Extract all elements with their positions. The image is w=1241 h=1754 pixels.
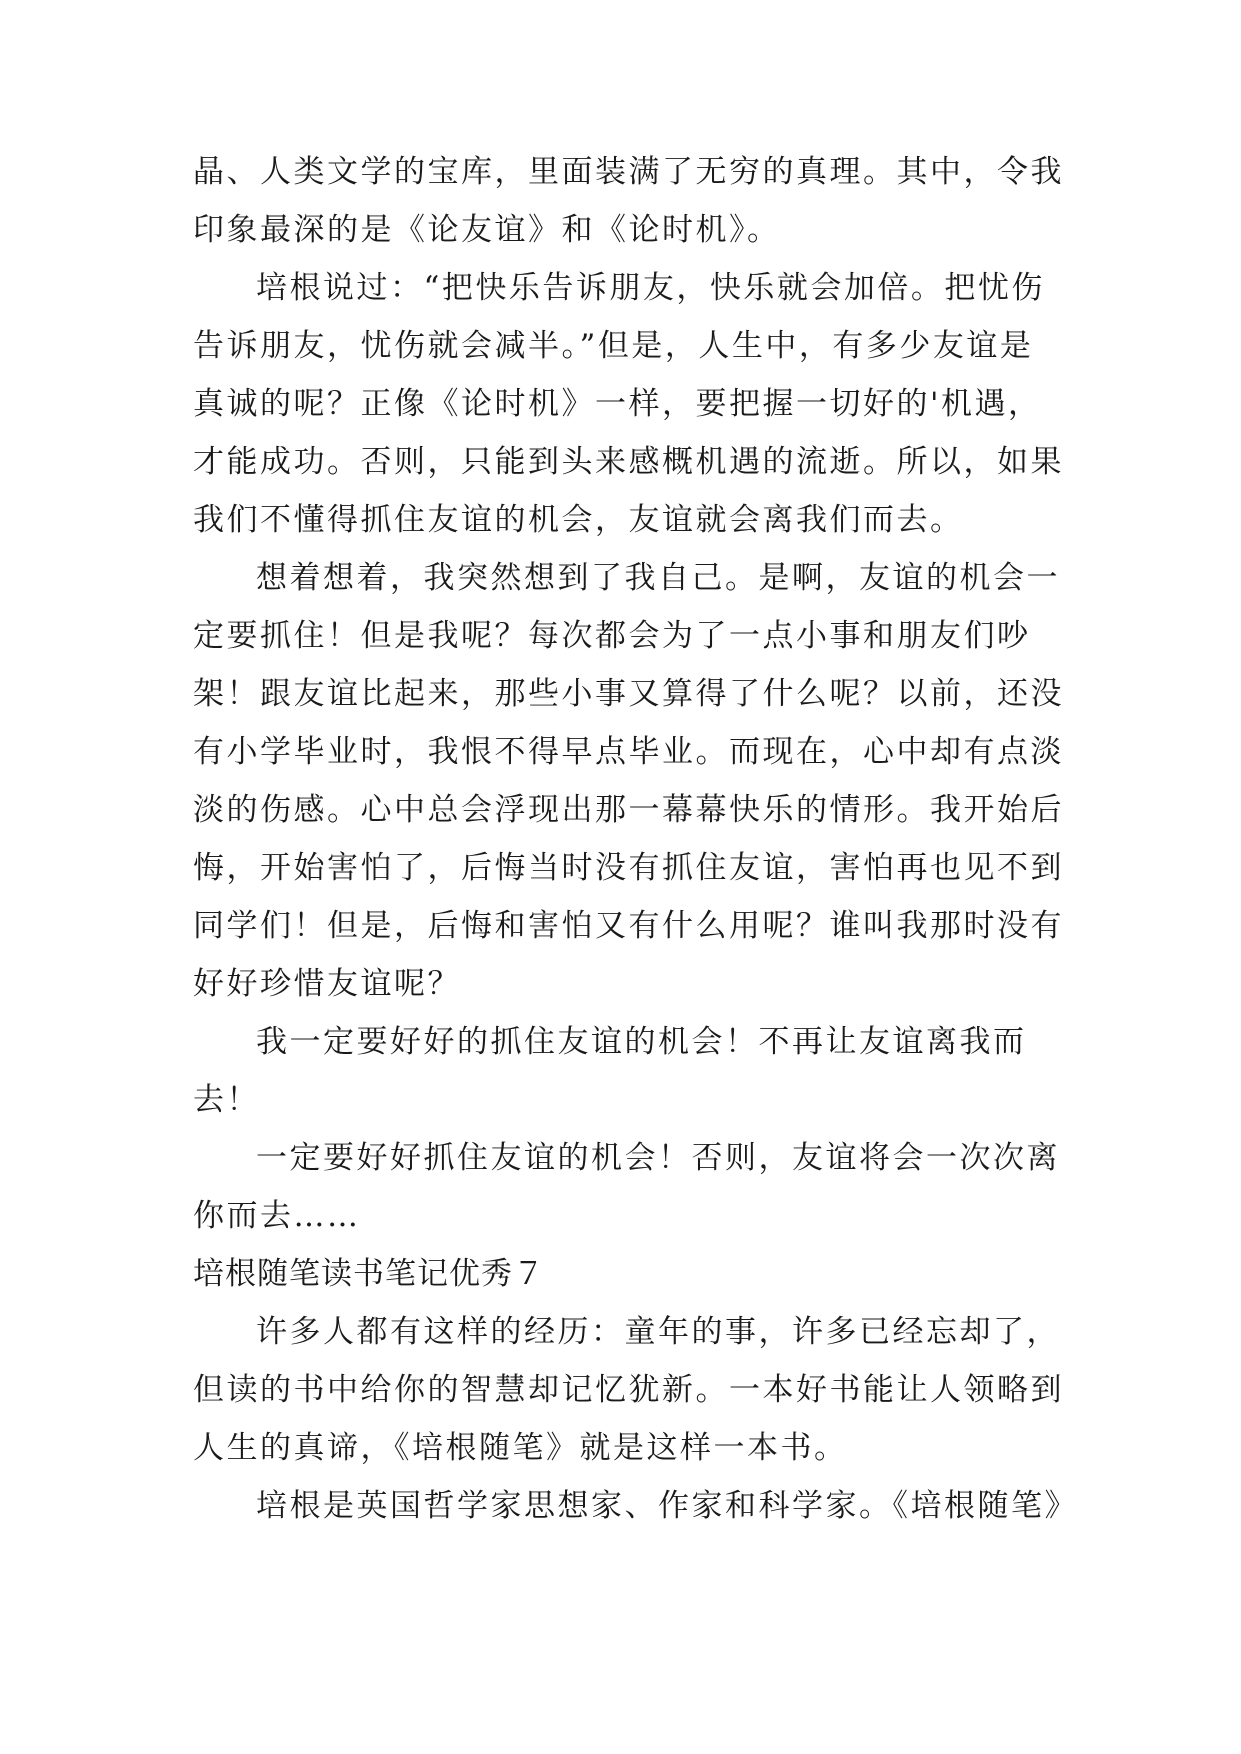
- text-line: 人生的真谛，《培根随笔》就是这样一本书。: [193, 1430, 848, 1466]
- text-line: 淡的伤感。心中总会浮现出那一幕幕快乐的情形。我开始后: [193, 792, 1064, 828]
- paragraph-start-line: 培根说过：“把快乐告诉朋友，快乐就会加倍。把忧伤: [256, 270, 1045, 306]
- paragraph-start-line: 培根是英国哲学家思想家、作家和科学家。《培根随笔》: [256, 1488, 1078, 1524]
- text-line: 印象最深的是《论友谊》和《论时机》。: [193, 212, 781, 248]
- text-line: 去！: [193, 1082, 260, 1118]
- paragraph-start-line: 许多人都有这样的经历：童年的事，许多已经忘却了，: [256, 1314, 1060, 1350]
- text-line: 我们不懂得抓住友谊的机会，友谊就会离我们而去。: [193, 502, 964, 538]
- text-line: 才能成功。否则，只能到头来感概机遇的流逝。所以，如果: [193, 444, 1064, 480]
- text-line: 同学们！但是，后悔和害怕又有什么用呢？谁叫我那时没有: [193, 908, 1064, 944]
- paragraph-start-line: 我一定要好好的抓住友谊的机会！不再让友谊离我而: [256, 1024, 1027, 1060]
- paragraph-start-line: 一定要好好抓住友谊的机会！否则，友谊将会一次次离: [256, 1140, 1060, 1176]
- text-line: 架！跟友谊比起来，那些小事又算得了什么呢？以前，还没: [193, 676, 1064, 712]
- text-line: 定要抓住！但是我呢？每次都会为了一点小事和朋友们吵: [193, 618, 1031, 654]
- text-line: 好好珍惜友谊呢？: [193, 966, 461, 1002]
- text-line: 悔，开始害怕了，后悔当时没有抓住友谊，害怕再也见不到: [193, 850, 1064, 886]
- section-heading: 培根随笔读书笔记优秀７: [193, 1256, 545, 1292]
- text-line: 你而去……: [193, 1198, 361, 1234]
- text-line: 有小学毕业时，我恨不得早点毕业。而现在，心中却有点淡: [193, 734, 1064, 770]
- text-line: 告诉朋友，忧伤就会减半。”但是，人生中，有多少友谊是: [193, 328, 1034, 364]
- text-line: 真诚的呢？正像《论时机》一样，要把握一切好的'机遇，: [193, 386, 1042, 422]
- paragraph-start-line: 想着想着，我突然想到了我自己。是啊，友谊的机会一: [256, 560, 1060, 596]
- text-line: 晶、人类文学的宝库，里面装满了无穷的真理。其中，令我: [193, 154, 1064, 190]
- text-line: 但读的书中给你的智慧却记忆犹新。一本好书能让人领略到: [193, 1372, 1064, 1408]
